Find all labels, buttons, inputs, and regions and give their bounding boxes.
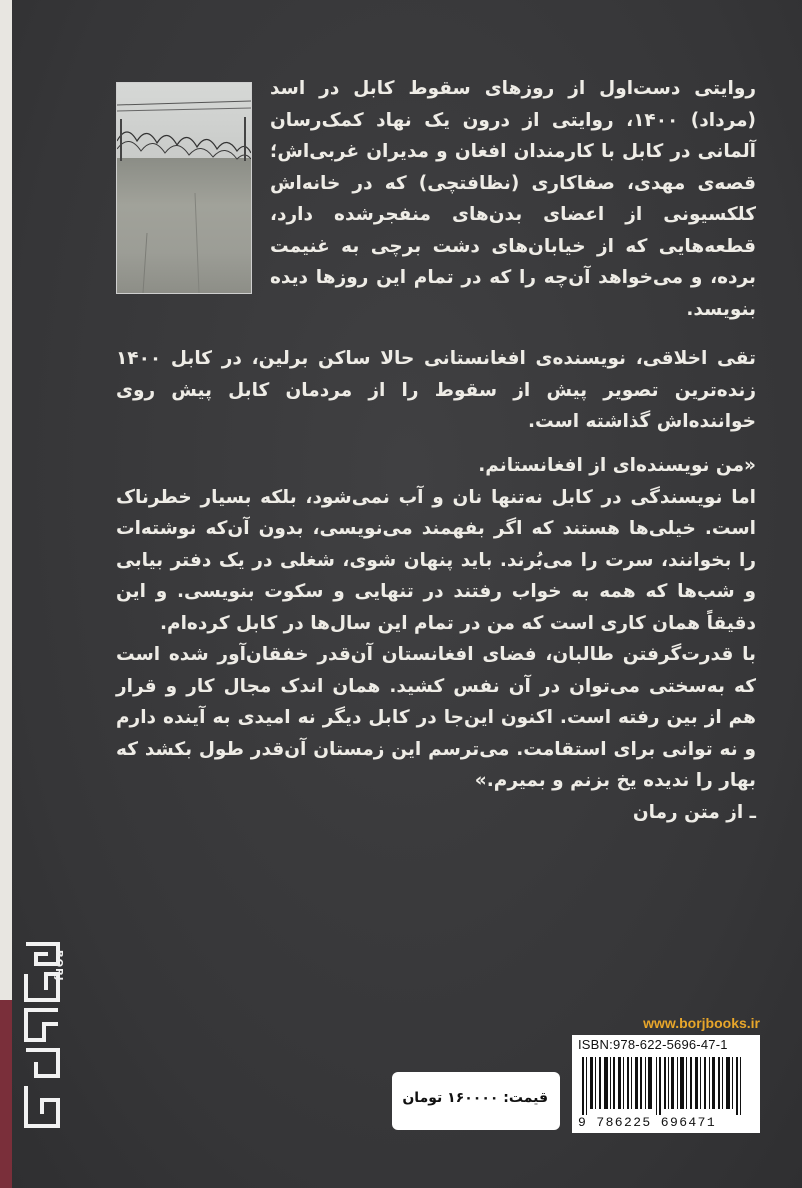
- publisher-website-link[interactable]: www.borjbooks.ir: [643, 1015, 760, 1031]
- quote-body-1: اما نویسندگی در کابل نه‌تنها نان و آب نمی‌شود، بلکه بسیار خطرناک است. خیلی‌ها هستند که اگر بفهمند می‌نویسی، بدون آن‌که نوشته‌ات را بخوانند، سرت را می‌بُرند. باید پنهان شوی، شغلی در یک دفتر بیابی و شب‌ها که همه به خواب رفتند در تنهایی و سکوت بنویسی. و این دقیقاً همان کاری است که من در تمام این سال‌ها در کابل کرده‌ام.: [116, 486, 756, 634]
- publisher-logo-text: BORJ: [53, 950, 64, 982]
- price-label-box: [392, 1072, 560, 1130]
- isbn-barcode-box: [572, 1035, 760, 1133]
- cover-photo-barbed-wire-wall: [116, 82, 252, 294]
- barcode-icon: [578, 1057, 754, 1115]
- isbn-label: ISBN:978-622-5696-47-1: [578, 1037, 728, 1052]
- author-text: تقی اخلاقی، نویسنده‌ی افغانستانی حالا ساکن برلین، در کابل ۱۴۰۰ زنده‌ترین تصویر پیش از سقوط را از مردمان کابل پیش روی خواننده‌اش گذاشته است.: [116, 348, 756, 432]
- synopsis-text: روایتی دست‌اول از روزهای سقوط کابل در اسد (مرداد) ۱۴۰۰، روایتی از درون یک نهاد کمک‌رسان آلمانی در کابل با کارمندان افغان و مدیران غربی‌اش؛ قصه‌ی مهدی، صفاکاری (نظافتچی) که در خانه‌اش کلکسیونی از اعضای بدن‌های منفجرشده دارد، قطعه‌هایی که از خیابان‌های دشت برچی به غنیمت برده، و می‌خواهد آن‌چه را که در تمام این روزها دیده بنویسد.: [270, 78, 756, 320]
- author-paragraph: [116, 343, 756, 438]
- barcode-digits: 9 786225 696471: [578, 1115, 717, 1130]
- quote-opening: «من نویسنده‌ای از افغانستانم.: [478, 455, 756, 476]
- barbed-wire-illustration: [117, 83, 251, 293]
- quote-body-2: با قدرت‌گرفتن طالبان، فضای افغانستان آن‌قدر خفقان‌آور شده است که به‌سختی می‌توان در آن نفس کشید. همان اندک مجال کار و قرار هم از بین رفته است. اکنون این‌جا در کابل دیگر نه امیدی به آینده دارم و نه توانی برای استقامت. می‌ترسم این زمستان آن‌قدر طول بکشد که بهار را ندیده یخ بزنم و بمیرم.»: [116, 644, 756, 791]
- excerpt-quote: [116, 450, 756, 828]
- quote-attribution: ـ از متن رمان: [632, 801, 756, 823]
- synopsis-paragraph: [270, 73, 756, 325]
- price-text: قیمت: ۱۶۰۰۰۰ تومان: [402, 1090, 548, 1106]
- spine-edge-strip: [0, 0, 12, 1188]
